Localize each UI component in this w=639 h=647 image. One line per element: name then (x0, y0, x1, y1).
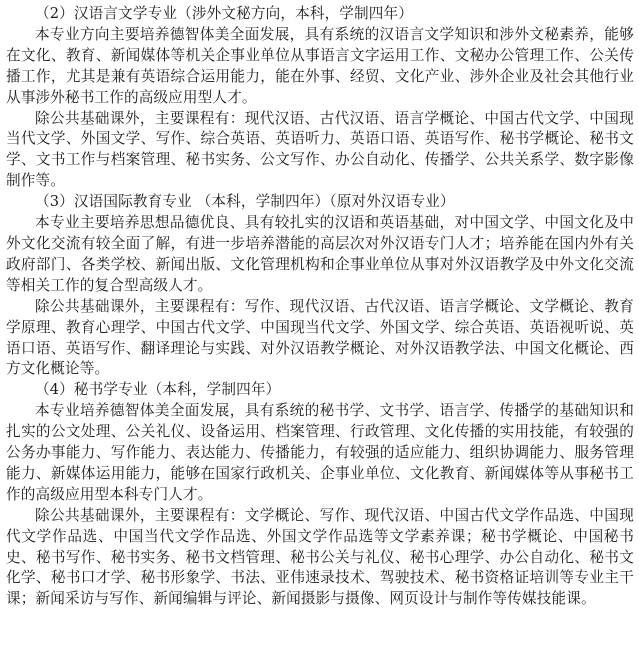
section-description: 本专业方向主要培养德智体美全面发展，具有系统的汉语言文学知识和涉外文秘素养，能够在文化、教育、新闻媒体等机关企事业单位从事语言文字运用工作、文秘办公管理工作、公关传播工作，尤其是兼有英语综合运用能力，能在外事、经贸、文化产业、涉外企业及社会其他行业从事涉外秘书工作的高级应用型人才。 (6, 25, 634, 106)
section-description: 本专业培养德智体美全面发展，具有系统的秘书学、文书学、语言学、传播学的基础知识和扎实的公文处理、公关礼仪、设备运用、档案管理、行政管理、文化传播的实用技能，有较强的公务办事能力、写作能力、表达能力、传播能力，有较强的适应能力、组织协调能力、服务管理能力、新媒体运用能力，能够在国家行政机关、企事业单位、文化教育、新闻媒体等从事秘书工作的高级应用型本科专门人才。 (6, 402, 634, 503)
document-body (6, 4, 634, 610)
section-courses: 除公共基础课外，主要课程有：写作、现代汉语、古代汉语、语言学概论、文学概论、教育学原理、教育心理学、中国古代文学、中国现当代文学、外国文学、综合英语、英语视听说、英语口语、英语写作、翻译理论与实践、对外汉语教学概论、对外汉语教学法、中国文化概论、西方文化概论等。 (6, 297, 634, 378)
section-heading: （4）秘书学专业（本科，学制四年） (35, 381, 281, 399)
section-description: 本专业主要培养思想品德优良、具有较扎实的汉语和英语基础，对中国文学、中国文化及中外文化交流有较全面了解，有进一步培养潜能的高层次对外汉语专门人才；培养能在国内外有关政府部门、各类学校、新闻出版、文化管理机构和企事业单位从事对外汉语教学及中外文化交流等相关工作的复合型高级人才。 (6, 214, 634, 294)
section-courses: 除公共基础课外，主要课程有：文学概论、写作、现代汉语、中国古代文学作品选、中国现代文学作品选、中国当代文学作品选、外国文学作品选等文学素养课；秘书学概论、中国秘书史、秘书写作、秘书实务、秘书文档管理、秘书公关与礼仪、秘书心理学、办公自动化、秘书文化学、秘书口才学、秘书形象学、书法、亚伟速录技术、驾驶技术、秘书资格证培训等专业主干课；新闻采访与写作、新闻编辑与评论、新闻摄影与摄像、网页设计与制作等传媒技能课。 (6, 506, 634, 608)
section-heading: （2）汉语言文学专业（涉外文秘方向，本科，学制四年） (35, 5, 414, 22)
section-courses: 除公共基础课外，主要课程有：现代汉语、古代汉语、语言学概论、中国古代文学、中国现当代文学、外国文学、写作、综合英语、英语听力、英语口语、英语写作、秘书学概论、秘书文学、文书工作与档案管理、秘书实务、公文写作、办公自动化、传播学、公共关系学、数字影像制作等。 (6, 109, 634, 190)
section-international-chinese-education (6, 192, 634, 380)
section-secretarial-studies (6, 380, 634, 610)
section-heading: （3）汉语国际教育专业 （本科，学制四年）（原对外汉语专业） (35, 193, 455, 211)
section-chinese-literature-foreign-secretary (6, 4, 634, 192)
